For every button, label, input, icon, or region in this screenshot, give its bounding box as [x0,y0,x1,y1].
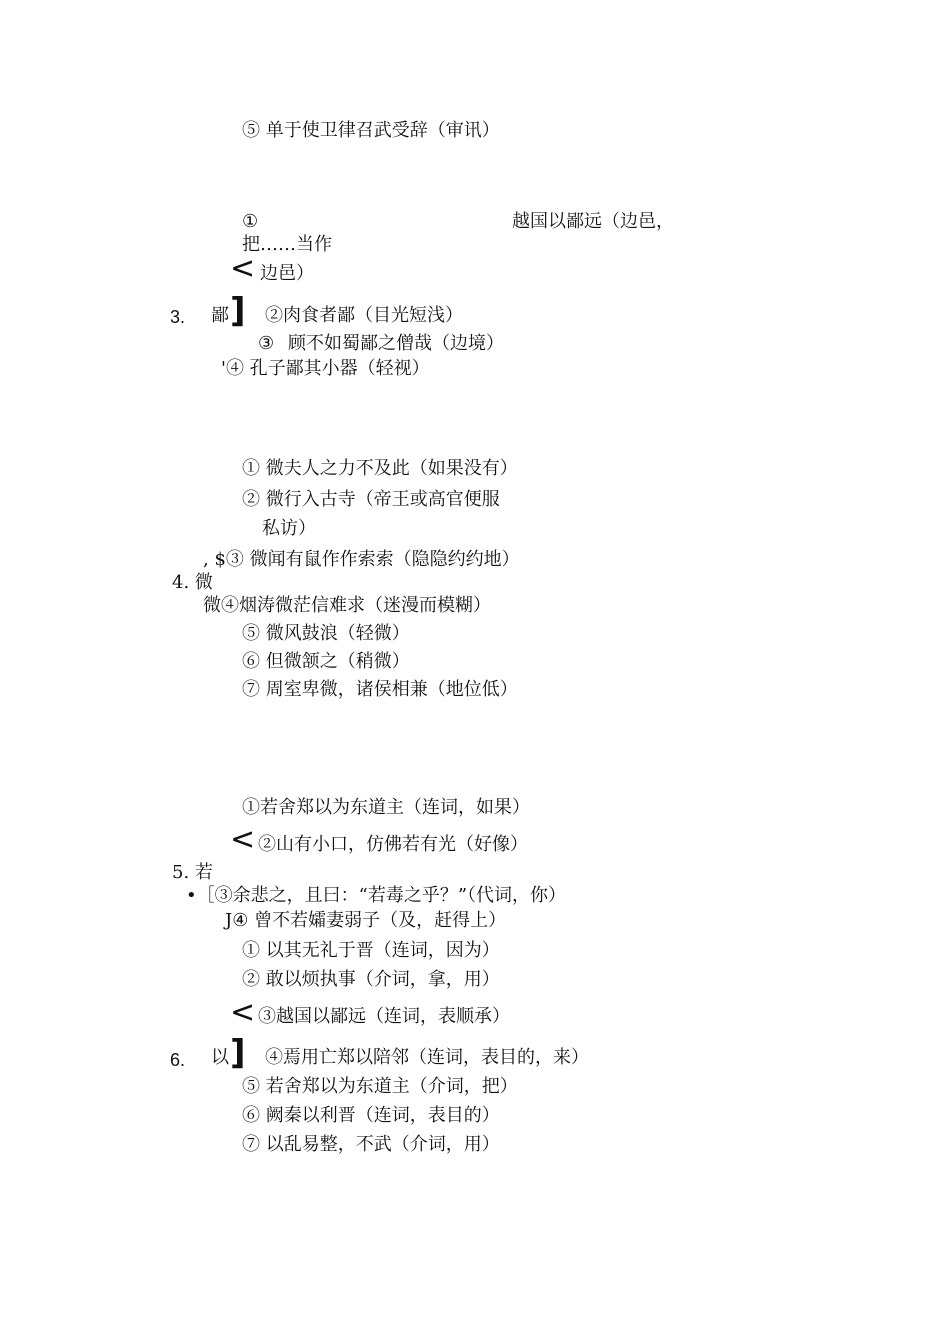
item-text: '④ 孔子鄙其小器（轻视） [221,358,430,379]
item-text: ② 微行入古寺（帝王或高官便服 [242,489,500,510]
item-marker: ③ [258,333,275,354]
item-text: J④ 曾不若孀妻弱子（及，赶得上） [225,910,507,931]
item-text: , $③ 微闻有鼠作作索索（隐隐约约地） [203,549,520,570]
item-text-end: 边邑） [260,263,314,284]
item-text: ④焉用亡郑以陪邻（连词，表目的，来） [265,1047,589,1068]
item-text: ① 微夫人之力不及此（如果没有） [242,458,518,479]
angle-bracket: < [230,995,256,1030]
item-text: ⑦ 周室卑微，诸侯相兼（地位低） [242,679,518,700]
item-text: ①若舍郑以为东道主（连词，如果） [242,797,530,818]
item-text: ②山有小口，仿佛若有光（好像） [258,834,528,855]
item-text-continued: 把……当作 [242,234,332,255]
right-bracket: ] [230,291,246,331]
item-text: ⑤ 若舍郑以为东道主（介词，把） [242,1076,518,1097]
item-text: ⑥ 但微颔之（稍微） [242,651,410,672]
item-text: ② 敢以烦执事（介词，拿，用） [242,969,500,990]
item-text: ③越国以鄙远（连词，表顺承） [258,1006,510,1027]
right-bracket: ] [230,1033,246,1073]
item-text: ① 以其无礼于晋（连词，因为） [242,940,500,961]
item-text: 越国以鄙远（边邑， [512,211,674,232]
item-text: ⑤ 微风鼓浪（轻微） [242,623,410,644]
angle-bracket: < [230,251,256,286]
entry-line: ⑤ 单于使卫律召武受辞（审讯） [242,120,500,141]
item-text: 顾不如蜀鄙之僧哉（边境） [288,333,504,354]
section-number-head: 5. 若 [172,862,213,883]
section-number-head: 4. 微 [172,572,213,593]
item-text: ②肉食者鄙（目光短浅） [265,305,463,326]
angle-bracket: < [230,822,256,857]
item-text: •［③余悲之，且曰：“若毒之乎？”（代词，你） [186,885,567,906]
item-text: ⑦ 以乱易整，不武（介词，用） [242,1134,500,1155]
item-text-continued: 私访） [262,518,316,539]
section-head-char: 以 [211,1047,229,1068]
item-text: ⑥ 阙秦以利晋（连词，表目的） [242,1105,500,1126]
section-head-char: 鄙 [211,305,229,326]
item-marker: ① [242,211,259,232]
item-text: 微④烟涛微茫信难求（迷漫而模糊） [203,595,491,616]
section-number: 3. [170,307,186,327]
section-number: 6. [170,1050,186,1070]
